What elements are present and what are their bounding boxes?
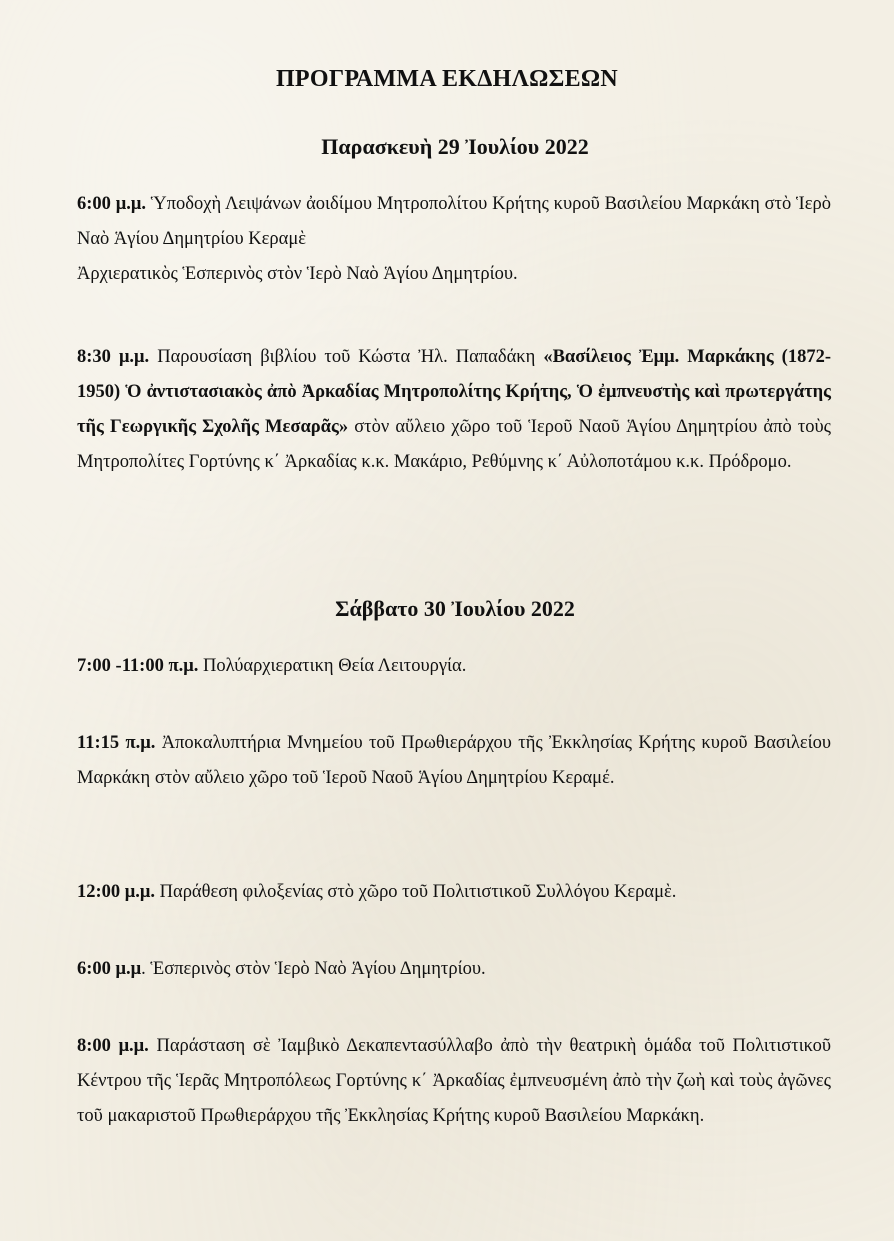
event-description: Παράσταση σὲ Ἰαμβικὸ Δεκαπεντασύλλαβο ἀπὸ τὴν θεατρικὴ ὁμάδα τοῦ Πολιτιστικοῦ Κέντρου τῆς Ἱερᾶς Μητροπόλεως Γορτύνης κ΄ Ἀρκαδίας ἐμπνευσμένη ἀπὸ τὴν ζωὴ καὶ τοὺς ἀγῶνες τοῦ μακαριστοῦ Πρωθιεράρχου τῆς Ἐκκλησίας Κρήτης κυροῦ Βασιλείου Μαρκάκη. xyxy=(77,1036,832,1126)
event-time: 8:30 μ.μ. xyxy=(77,347,150,367)
event-saturday-1200 xyxy=(77,875,831,910)
event-description: Παράθεση φιλοξενίας στὸ χῶρο τοῦ Πολιτιστικοῦ Συλλόγου Κεραμὲ. xyxy=(159,882,677,902)
event-friday-1800 xyxy=(77,187,831,292)
event-description: Πολύαρχιερατικη Θεία Λειτουργία. xyxy=(202,656,467,676)
event-time: 8:00 μ.μ. xyxy=(77,1036,149,1056)
event-saturday-1115 xyxy=(77,726,831,796)
event-time: 6:00 μ.μ. xyxy=(77,194,146,214)
day-heading-saturday: Σάββατο 30 Ἰουλίου 2022 xyxy=(335,596,575,621)
event-description-continued: στὸν αὔλειο χῶρο τοῦ Ἱεροῦ Ναοῦ Ἁγίου Δημητρίου ἀπὸ τοὺς Μητροπολίτες Γορτύνης κ΄ Ἀρκαδίας κ.κ. Μακάριο, Ρεθύμνης κ΄ Αὐλοποτάμου κ.κ. Πρόδρομο. xyxy=(77,417,832,472)
event-saturday-2000 xyxy=(77,1029,831,1134)
event-time: 11:15 π.μ. xyxy=(77,733,156,753)
event-friday-2030 xyxy=(77,340,831,480)
day-heading-friday: Παρασκευὴ 29 Ἰουλίου 2022 xyxy=(321,134,589,159)
event-saturday-0700 xyxy=(77,649,831,684)
event-time: 12:00 μ.μ. xyxy=(77,882,156,902)
event-description: Ἀποκαλυπτήρια Μνημείου τοῦ Πρωθιεράρχου τῆς Ἐκκλησίας Κρήτης κυροῦ Βασιλείου Μαρκάκη στὸν αὔλειο χῶρο τοῦ Ἱεροῦ Ναοῦ Ἁγίου Δημητρίου Κεραμέ. xyxy=(77,733,832,788)
page-title: ΠΡΟΓΡΑΜΜΑ ΕΚΔΗΛΩΣΕΩΝ xyxy=(275,66,619,92)
event-description: Ὑποδοχὴ Λειψάνων ἀοιδίμου Μητροπολίτου Κρήτης κυροῦ Βασιλείου Μαρκάκη στὸ Ἱερὸ Ναὸ Ἁγίου Δημητρίου Κεραμὲ xyxy=(77,194,831,249)
event-saturday-1800 xyxy=(77,952,831,987)
book-title: «Βασίλειος Ἐμμ. Μαρκάκης (1872-1950) Ὁ ἀντιστασιακὸς ἀπὸ Ἀρκαδίας Μητροπολίτης Κρήτης, Ὁ ἐμπνευστὴς καὶ πρωτεργάτης τῆς Γεωργικῆς Σχολῆς Μεσαρᾶς» xyxy=(77,347,831,437)
event-description-second-line: Ἀρχιερατικὸς Ἑσπερινὸς στὸν Ἱερὸ Ναὸ Ἁγίου Δημητρίου. xyxy=(77,264,518,284)
event-description: . Ἑσπερινὸς στὸν Ἱερὸ Ναὸ Ἁγίου Δημητρίου. xyxy=(141,959,486,979)
event-time: 7:00 -11:00 π.μ. xyxy=(77,656,199,676)
event-time: 6:00 μ.μ xyxy=(77,959,142,979)
event-description: Παρουσίαση βιβλίου τοῦ Κώστα Ἠλ. Παπαδάκη xyxy=(157,347,536,367)
